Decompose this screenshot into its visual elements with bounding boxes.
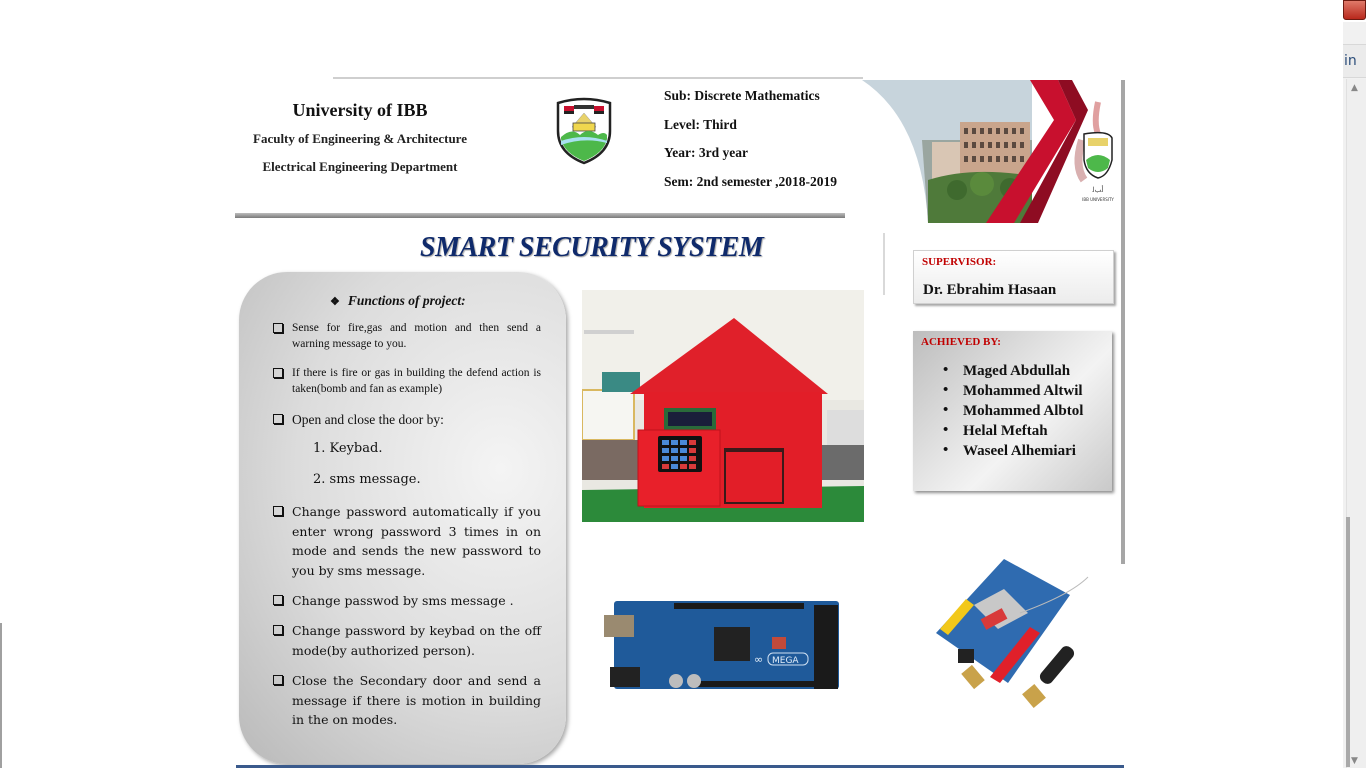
member-item: • Maged Abdullah [943, 363, 1083, 383]
functions-heading [330, 293, 466, 309]
arduino-mega-board [604, 597, 842, 693]
members-list [943, 363, 1083, 463]
achieved-by-label: ACHIEVED BY: [921, 336, 1001, 348]
poster-title: SMART SECURITY SYSTEM [420, 232, 764, 263]
svg-text:IBB UNIVERSITY: IBB UNIVERSITY [1082, 197, 1114, 202]
page-top-edge [333, 77, 863, 79]
scroll-down-arrow-icon[interactable]: ▼ [1351, 756, 1358, 766]
door-method-item: 1. Keybad. [313, 441, 383, 456]
svg-text:∞: ∞ [754, 653, 764, 666]
achieved-by-box [913, 331, 1112, 491]
function-item: Sense for fire,gas and motion and then send a warning message to you. [273, 321, 541, 352]
door-method-item: 2. sms message. [313, 472, 421, 487]
faculty-name: Faculty of Engineering & Architecture [253, 131, 467, 146]
member-item: • Mohammed Albtol [943, 403, 1083, 423]
checkbox-bullet-icon [273, 675, 283, 685]
diamond-bullet-icon: ❖ [330, 296, 340, 308]
function-item: Change passwod by sms message . [273, 591, 541, 611]
supervisor-label: SUPERVISOR: [922, 256, 997, 268]
title-divider [883, 233, 885, 295]
checkbox-bullet-icon [273, 625, 283, 635]
functions-heading-text: Functions of project: [347, 293, 466, 308]
level-text: Level: Third [664, 116, 737, 132]
function-item: Change password by keybad on the off mode(by authorized person). [273, 621, 541, 660]
campus-banner-image [862, 80, 1121, 223]
scrollbar-thumb[interactable] [1346, 517, 1350, 767]
university-header [240, 100, 480, 187]
member-item: • Helal Meftah [943, 423, 1083, 443]
subject-text: Sub: Discrete Mathematics [664, 88, 820, 103]
svg-text:ﺃﺐﻟ: ﺃﺐﻟ [1092, 186, 1104, 194]
course-info [664, 88, 837, 202]
svg-text:MEGA: MEGA [772, 656, 799, 666]
function-item: If there is fire or gas in building the defend action is taken(bomb and fan as example) [273, 366, 541, 397]
university-name: University of IBB [292, 100, 428, 120]
gsm-module-with-antenna [930, 555, 1092, 715]
header-divider [235, 213, 845, 218]
window-close-button[interactable] [1343, 0, 1366, 20]
function-item: Close the Secondary door and send a message if there is motion in building in the on modes. [273, 671, 541, 730]
function-item: Change password automatically if you enter wrong password 3 times in on mode and sends the new password to you by sms message. [273, 502, 541, 580]
checkbox-bullet-icon [273, 414, 283, 424]
member-item: • Waseel Alhemiari [943, 443, 1083, 463]
function-item: Open and close the door by: [273, 410, 541, 430]
house-model-photo [582, 290, 864, 522]
ribbon-tab-partial[interactable]: in [1343, 44, 1366, 78]
checkbox-bullet-icon [273, 323, 283, 333]
supervisor-box [913, 250, 1114, 304]
department-name: Electrical Engineering Department [262, 159, 458, 174]
left-page-edge [0, 623, 2, 768]
scroll-up-arrow-icon[interactable]: ▲ [1351, 83, 1358, 93]
checkbox-bullet-icon [273, 368, 283, 378]
checkbox-bullet-icon [273, 506, 283, 516]
checkbox-bullet-icon [273, 595, 283, 605]
year-text: Year: 3rd year [664, 145, 748, 160]
supervisor-name: Dr. Ebrahim Hasaan [923, 282, 1057, 298]
university-crest-icon [554, 97, 614, 165]
semester-text: Sem: 2nd semester ,2018-2019 [664, 173, 837, 189]
member-item: • Mohammed Altwil [943, 383, 1083, 403]
page-right-border [1121, 80, 1125, 564]
